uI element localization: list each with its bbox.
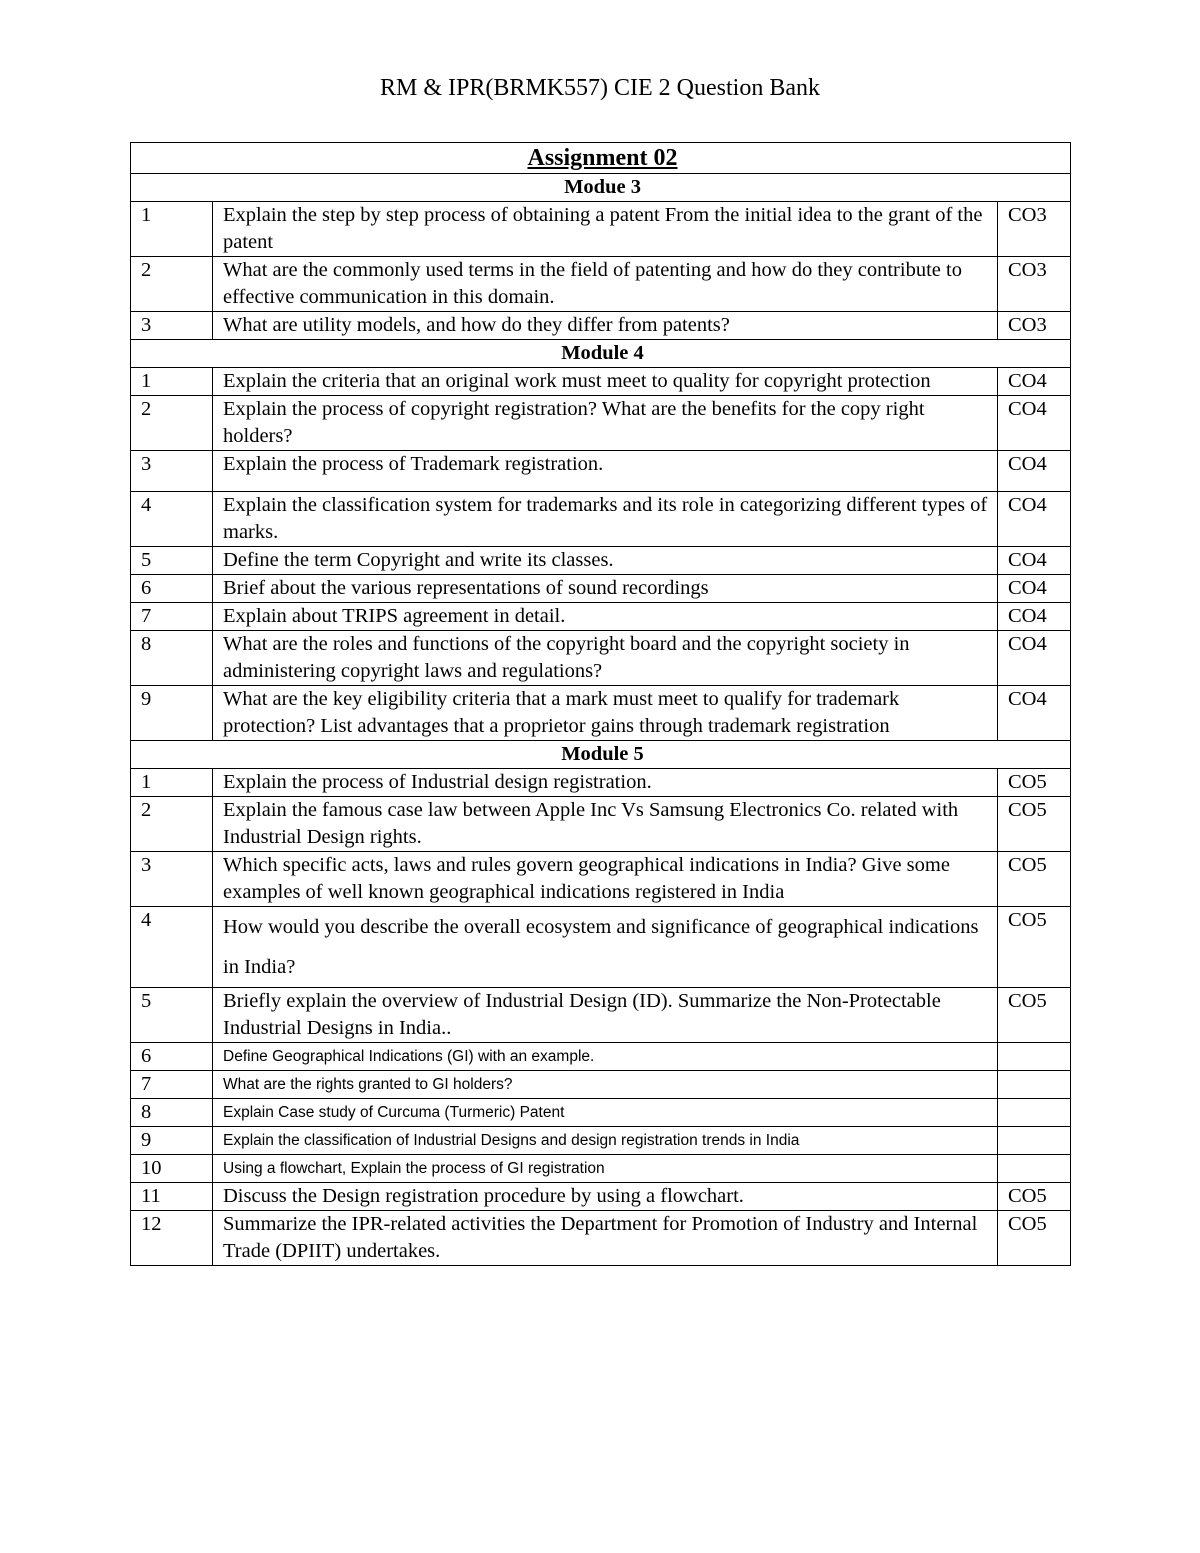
module-heading: Module 5 [131, 741, 1071, 769]
question-text: Explain the process of Trademark registration. [213, 451, 998, 492]
question-number: 3 [131, 852, 213, 907]
question-text: Using a flowchart, Explain the process of GI registration [213, 1155, 998, 1183]
question-text: Explain the classification system for trademarks and its role in categorizing different types of marks. [213, 492, 998, 547]
question-number: 1 [131, 368, 213, 396]
question-number: 10 [131, 1155, 213, 1183]
question-text: Explain the process of copyright registration? What are the benefits for the copy right holders? [213, 396, 998, 451]
question-row [131, 492, 1071, 547]
question-number: 11 [131, 1183, 213, 1211]
module-header-row [131, 174, 1071, 202]
module-heading: Modue 3 [131, 174, 1071, 202]
question-row [131, 1211, 1071, 1266]
module-heading: Module 4 [131, 340, 1071, 368]
question-text: Which specific acts, laws and rules govern geographical indications in India? Give some examples of well known geographical indications registered in India [213, 852, 998, 907]
course-outcome: CO4 [998, 492, 1071, 547]
question-number: 9 [131, 1127, 213, 1155]
question-text: Explain the famous case law between Apple Inc Vs Samsung Electronics Co. related with Industrial Design rights. [213, 797, 998, 852]
question-text: Explain the step by step process of obtaining a patent From the initial idea to the grant of the patent [213, 202, 998, 257]
question-number: 4 [131, 492, 213, 547]
question-text: What are the rights granted to GI holders? [213, 1071, 998, 1099]
question-text: Summarize the IPR-related activities the Department for Promotion of Industry and Internal Trade (DPIIT) undertakes. [213, 1211, 998, 1266]
question-row [131, 686, 1071, 741]
question-row [131, 312, 1071, 340]
question-row [131, 1043, 1071, 1071]
question-row [131, 1099, 1071, 1127]
course-outcome [998, 1099, 1071, 1127]
course-outcome [998, 1071, 1071, 1099]
question-row [131, 575, 1071, 603]
course-outcome: CO3 [998, 312, 1071, 340]
course-outcome: CO5 [998, 988, 1071, 1043]
question-text: Explain Case study of Curcuma (Turmeric) Patent [213, 1099, 998, 1127]
course-outcome [998, 1043, 1071, 1071]
question-row [131, 202, 1071, 257]
question-row [131, 1071, 1071, 1099]
course-outcome: CO3 [998, 202, 1071, 257]
question-text: How would you describe the overall ecosystem and significance of geographical indications in India? [213, 907, 998, 988]
assignment-header-row [131, 143, 1071, 174]
question-bank-table [130, 142, 1071, 1266]
question-number: 5 [131, 988, 213, 1043]
question-text: Explain the criteria that an original work must meet to quality for copyright protection [213, 368, 998, 396]
course-outcome: CO4 [998, 451, 1071, 492]
question-row [131, 988, 1071, 1043]
question-number: 7 [131, 603, 213, 631]
question-row [131, 797, 1071, 852]
course-outcome: CO3 [998, 257, 1071, 312]
question-text: Define Geographical Indications (GI) with an example. [213, 1043, 998, 1071]
assignment-heading [131, 143, 1071, 174]
module-header-row [131, 741, 1071, 769]
question-row [131, 603, 1071, 631]
question-number: 2 [131, 396, 213, 451]
question-number: 2 [131, 257, 213, 312]
assignment-heading-text: Assignment 02 [527, 145, 678, 171]
course-outcome [998, 1127, 1071, 1155]
question-row [131, 907, 1071, 988]
course-outcome: CO4 [998, 547, 1071, 575]
question-text: Explain the classification of Industrial Designs and design registration trends in India [213, 1127, 998, 1155]
question-number: 7 [131, 1071, 213, 1099]
question-number: 1 [131, 202, 213, 257]
course-outcome: CO5 [998, 797, 1071, 852]
question-number: 9 [131, 686, 213, 741]
question-number: 12 [131, 1211, 213, 1266]
question-row [131, 396, 1071, 451]
question-text: Explain the process of Industrial design registration. [213, 769, 998, 797]
question-row [131, 1183, 1071, 1211]
course-outcome: CO5 [998, 1211, 1071, 1266]
question-text: What are the key eligibility criteria that a mark must meet to qualify for trademark protection? List advantages that a proprietor gains through trademark registration [213, 686, 998, 741]
question-row [131, 257, 1071, 312]
question-text: Briefly explain the overview of Industrial Design (ID). Summarize the Non-Protectable Industrial Designs in India.. [213, 988, 998, 1043]
course-outcome: CO4 [998, 396, 1071, 451]
course-outcome: CO5 [998, 769, 1071, 797]
question-number: 8 [131, 1099, 213, 1127]
document-title: RM & IPR(BRMK557) CIE 2 Question Bank [379, 75, 820, 101]
course-outcome: CO4 [998, 631, 1071, 686]
question-row [131, 368, 1071, 396]
question-number: 5 [131, 547, 213, 575]
question-row [131, 1127, 1071, 1155]
question-number: 6 [131, 1043, 213, 1071]
question-number: 1 [131, 769, 213, 797]
course-outcome: CO4 [998, 686, 1071, 741]
question-text: Brief about the various representations of sound recordings [213, 575, 998, 603]
course-outcome: CO5 [998, 1183, 1071, 1211]
course-outcome: CO4 [998, 368, 1071, 396]
course-outcome: CO4 [998, 603, 1071, 631]
question-number: 6 [131, 575, 213, 603]
course-outcome: CO4 [998, 575, 1071, 603]
question-number: 3 [131, 312, 213, 340]
question-text: Discuss the Design registration procedure by using a flowchart. [213, 1183, 998, 1211]
question-number: 8 [131, 631, 213, 686]
question-number: 3 [131, 451, 213, 492]
course-outcome: CO5 [998, 907, 1071, 988]
question-text: What are the roles and functions of the copyright board and the copyright society in administering copyright laws and regulations? [213, 631, 998, 686]
course-outcome: CO5 [998, 852, 1071, 907]
question-row [131, 769, 1071, 797]
question-number: 2 [131, 797, 213, 852]
question-text: What are the commonly used terms in the field of patenting and how do they contribute to effective communication in this domain. [213, 257, 998, 312]
question-number: 4 [131, 907, 213, 988]
module-header-row [131, 340, 1071, 368]
question-row [131, 547, 1071, 575]
question-row [131, 451, 1071, 492]
question-text: What are utility models, and how do they differ from patents? [213, 312, 998, 340]
question-text: Define the term Copyright and write its classes. [213, 547, 998, 575]
course-outcome [998, 1155, 1071, 1183]
question-row [131, 1155, 1071, 1183]
question-text: Explain about TRIPS agreement in detail. [213, 603, 998, 631]
question-row [131, 631, 1071, 686]
question-row [131, 852, 1071, 907]
